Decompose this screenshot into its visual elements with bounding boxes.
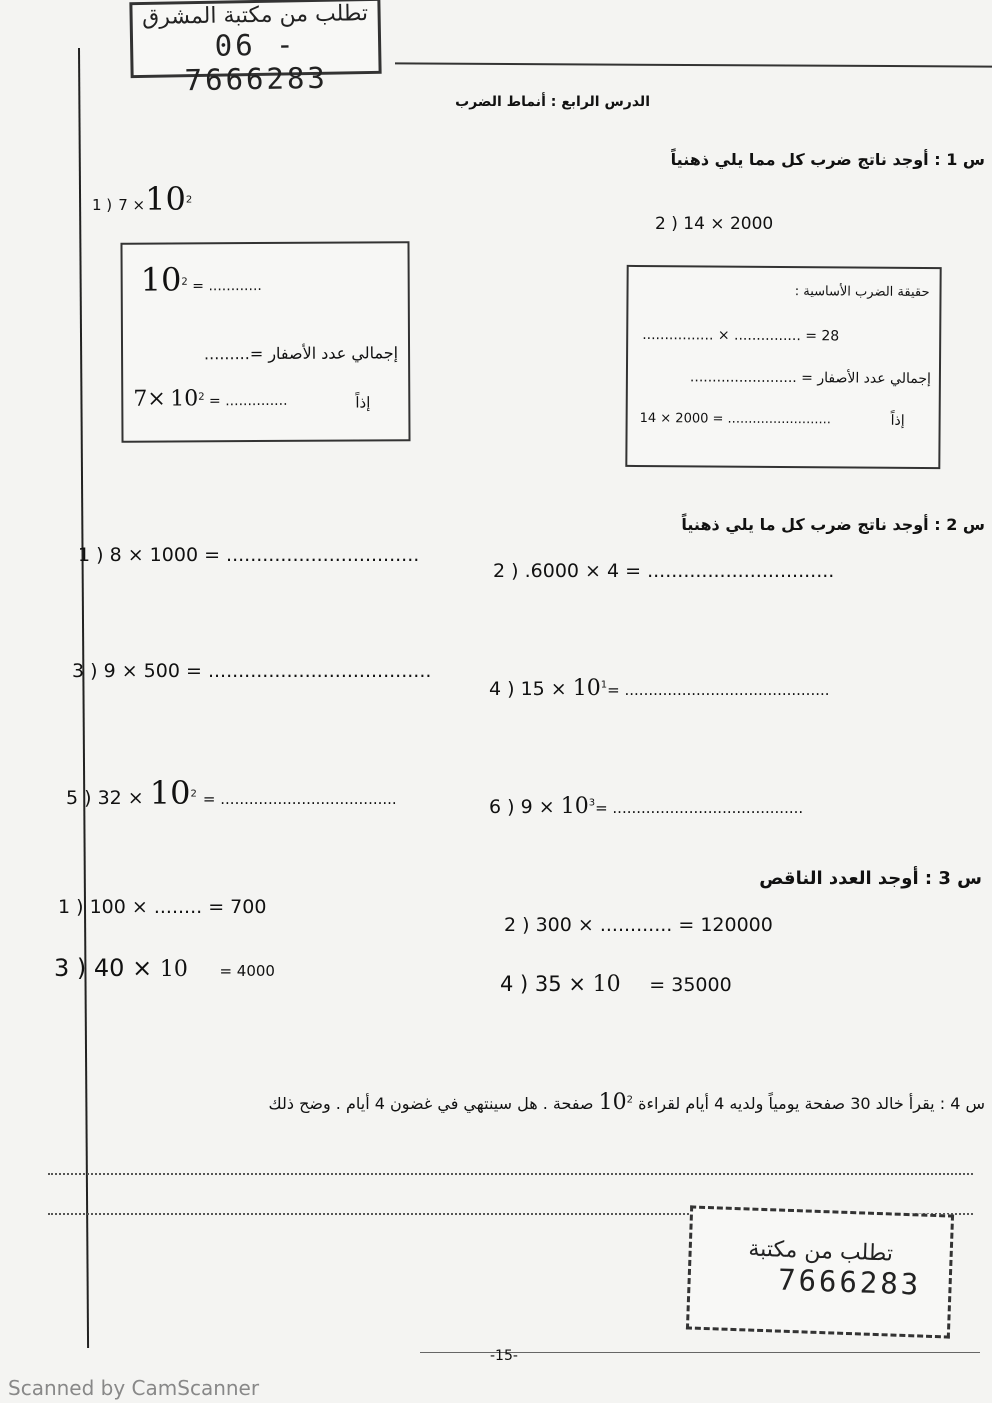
box-right-line-3: إجمالي عدد الأصفار = ........................ <box>689 369 931 388</box>
page-border-top <box>395 62 992 67</box>
box-left-line-3-label: إذاً <box>355 393 371 412</box>
q1-box-left <box>120 241 410 443</box>
q1-item-1-num: 1 ) <box>92 196 113 214</box>
page-border-left <box>78 48 89 1348</box>
stamp-bottom-title: تطلب من مكتبة <box>748 1236 894 1267</box>
stamp-bottom-phone: 7666283 <box>777 1262 922 1302</box>
q2-item-6-pre: 9 × <box>520 796 555 818</box>
q3-item-4-ten: 10 <box>592 972 621 997</box>
box-left-exp: 2 <box>181 276 188 288</box>
q2-item-2 <box>493 560 834 582</box>
q2-item-5 <box>66 774 397 812</box>
q1-box-right <box>625 265 941 469</box>
q1-item-2-expr: 14 × 2000 <box>683 214 774 234</box>
q1-item-1-exp: 2 <box>185 194 193 206</box>
q3-item-3-ten: 10 <box>159 957 188 982</box>
q3-item-2-num: 2 ) <box>504 914 530 936</box>
stamp-top-title: تطلب من مكتبة المشرق <box>141 1 369 30</box>
q2-item-6-ten: 10 <box>560 794 589 819</box>
q2-title: س 2 : أوجد ناتج ضرب كل ما يلي ذهنياً <box>681 515 985 534</box>
q4-ten: 10 <box>598 1090 627 1115</box>
q2-item-5-ten: 10 <box>149 774 191 812</box>
q3-item-3-rest: = 4000 <box>219 962 275 980</box>
box-left-line-2: إجمالي عدد الأصفار =......... <box>203 343 399 364</box>
q3-item-1-expr: 100 × ........ = 700 <box>89 896 267 918</box>
q2-item-5-exp: 2 <box>190 788 197 800</box>
stamp-top <box>129 0 381 98</box>
box-left-line-3-mult: 7× <box>133 386 166 412</box>
q3-title: س 3 : أوجد العدد الناقص <box>759 868 982 889</box>
box-right-line-2: ................ × ............... = 28 <box>642 327 840 345</box>
q2-item-4 <box>489 676 830 701</box>
q2-item-4-exp: 1 <box>600 679 608 691</box>
box-right-line-1: حقيقة الضرب الأساسية : <box>794 284 930 301</box>
q1-item-1-ten: 10 <box>145 180 186 218</box>
scanner-watermark: Scanned by CamScanner <box>8 1376 260 1400</box>
box-right-line-4-label: إذاً <box>890 412 905 429</box>
q3-item-4-rest: = 35000 <box>649 974 732 996</box>
box-left-line-3-blank: = .............. <box>208 392 288 410</box>
q2-item-5-num: 5 ) <box>66 787 92 809</box>
q2-item-1-num: 1 ) <box>78 544 104 566</box>
q2-item-1-expr: 8 × 1000 = ................................ <box>109 544 420 566</box>
q4-text-a: يقرأ خالد 30 صفحة يومياً ولديه 4 أيام لقراءة <box>638 1094 935 1113</box>
box-right-line-4: 14 × 2000 = ......................... <box>639 410 831 428</box>
q4-text <box>45 1090 985 1115</box>
q2-item-5-pre: 32 × <box>97 787 144 809</box>
q3-item-1 <box>58 896 266 918</box>
q4-label: س 4 : <box>939 1094 985 1113</box>
box-left-ten: 10 <box>140 260 182 299</box>
q2-item-1 <box>78 544 419 566</box>
q2-item-4-num: 4 ) <box>489 678 515 700</box>
q3-item-1-num: 1 ) <box>58 896 84 918</box>
q3-item-4-num: 4 ) <box>500 972 529 996</box>
q4-exp: 2 <box>626 1094 633 1106</box>
q3-item-3-num: 3 ) <box>54 954 87 982</box>
q3-item-2-expr: 300 × ............ = 120000 <box>535 914 773 936</box>
q1-item-2 <box>655 214 773 234</box>
q3-item-3-pre: 40 × <box>93 954 153 982</box>
q1-item-2-num: 2 ) <box>655 214 678 234</box>
q2-item-4-pre: 15 × <box>520 678 567 700</box>
q1-item-1 <box>92 180 192 218</box>
stamp-top-phone: 06 - 7666283 <box>184 27 329 98</box>
box-left-line-3-exp: 2 <box>198 391 205 403</box>
q2-item-2-dot: . <box>524 560 531 582</box>
page-number: -15- <box>490 1348 518 1364</box>
stamp-bottom <box>686 1205 954 1338</box>
q4-answer-line-1 <box>48 1172 973 1175</box>
q2-item-3-num: 3 ) <box>72 660 98 682</box>
box-left-line-3 <box>133 386 287 412</box>
q2-item-6-exp: 3 <box>588 797 596 809</box>
box-left-line-1 <box>141 260 262 299</box>
q2-item-6 <box>489 794 803 819</box>
q1-title: س 1 : أوجد ناتج ضرب كل مما يلي ذهنياً <box>670 150 985 169</box>
q1-item-1-base: 7 × <box>118 196 146 214</box>
q3-item-4 <box>500 972 732 997</box>
q2-item-6-rest: = ........................................ <box>595 799 804 817</box>
box-left-line-1-blank: = ............ <box>192 278 262 295</box>
q2-item-4-rest: = ........................................... <box>607 681 830 699</box>
box-left-line-3-ten: 10 <box>170 386 199 412</box>
lesson-title: الدرس الرابع : أنماط الضرب <box>455 94 650 110</box>
q3-item-3 <box>54 954 275 982</box>
q3-item-4-pre: 35 × <box>534 972 586 996</box>
q2-item-2-expr: 6000 × 4 = ............................... <box>530 560 835 582</box>
q2-item-3 <box>72 660 431 682</box>
q2-item-4-ten: 10 <box>572 676 601 701</box>
q2-item-5-rest: = ..................................... <box>202 790 397 808</box>
q3-item-2 <box>504 914 773 936</box>
q4-text-b: صفحة . هل سينتهي في غضون 4 أيام . وضح ذلك <box>268 1094 594 1113</box>
q2-item-6-num: 6 ) <box>489 796 515 818</box>
q2-item-3-expr: 9 × 500 = ..................................... <box>103 660 432 682</box>
q2-item-2-num: 2 ) <box>493 560 519 582</box>
